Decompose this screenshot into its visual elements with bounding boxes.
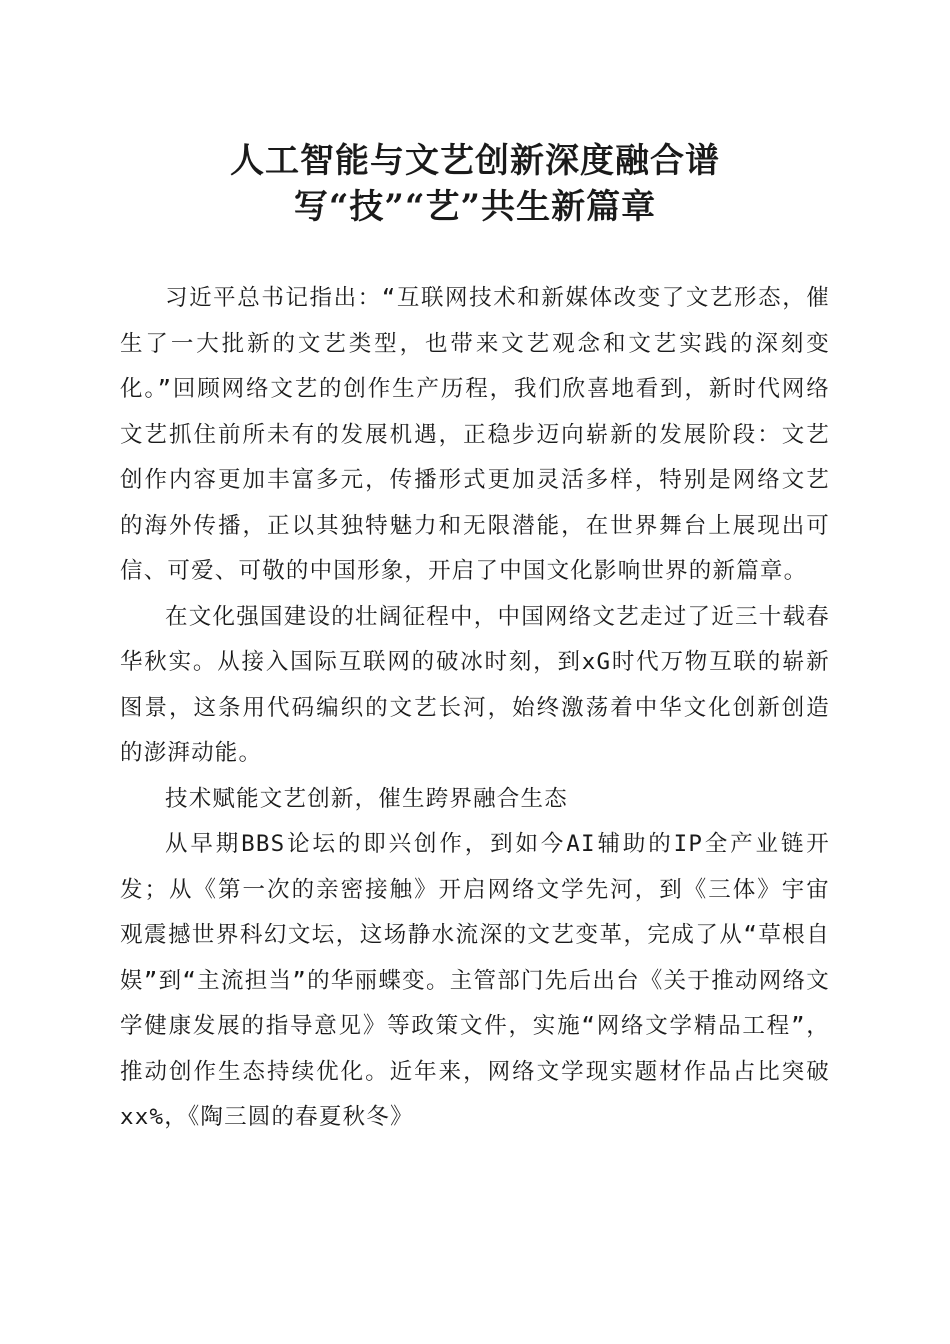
title-line-2: 写“技”“艺”共生新篇章 bbox=[293, 187, 657, 227]
paragraph-1: 习近平总书记指出：“互联网技术和新媒体改变了文艺形态，催生了一大批新的文艺类型，也带来文艺观念和文艺实践的深刻变化。”回顾网络文艺的创作生产历程，我们欣喜地看到，新时代网络文艺抓住前所未有的发展机遇，正稳步迈向崭新的发展阶段：文艺创作内容更加丰富多元，传播形式更加灵活多样，特别是网络文艺的海外传播，正以其独特魅力和无限潜能，在世界舞台上展现出可信、可爱、可敬的中国形象，开启了中国文化影响世界的新篇章。 bbox=[120, 285, 830, 584]
title-line-1: 人工智能与文艺创新深度融合谱 bbox=[230, 141, 720, 181]
document-title bbox=[120, 138, 830, 230]
paragraph-2: 在文化强国建设的壮阔征程中，中国网络文艺走过了近三十载春华秋实。从接入国际互联网的破冰时刻，到xG时代万物互联的崭新图景，这条用代码编织的文艺长河，始终激荡着中华文化创新创造的澎湃动能。 bbox=[120, 603, 830, 766]
document-body bbox=[120, 276, 830, 1141]
section-heading: 技术赋能文艺创新，催生跨界融合生态 bbox=[165, 785, 568, 812]
paragraph-3: 从早期BBS论坛的即兴创作，到如今AI辅助的IP全产业链开发；从《第一次的亲密接触》开启网络文学先河，到《三体》宇宙观震撼世界科幻文坛，这场静水流深的文艺变革，完成了从“草根自娱”到“主流担当”的华丽蝶变。主管部门先后出台《关于推动网络文学健康发展的指导意见》等政策文件，实施“网络文学精品工程”，推动创作生态持续优化。近年来，网络文学现实题材作品占比突破xx%，《陶三圆的春夏秋冬》 bbox=[120, 831, 830, 1130]
